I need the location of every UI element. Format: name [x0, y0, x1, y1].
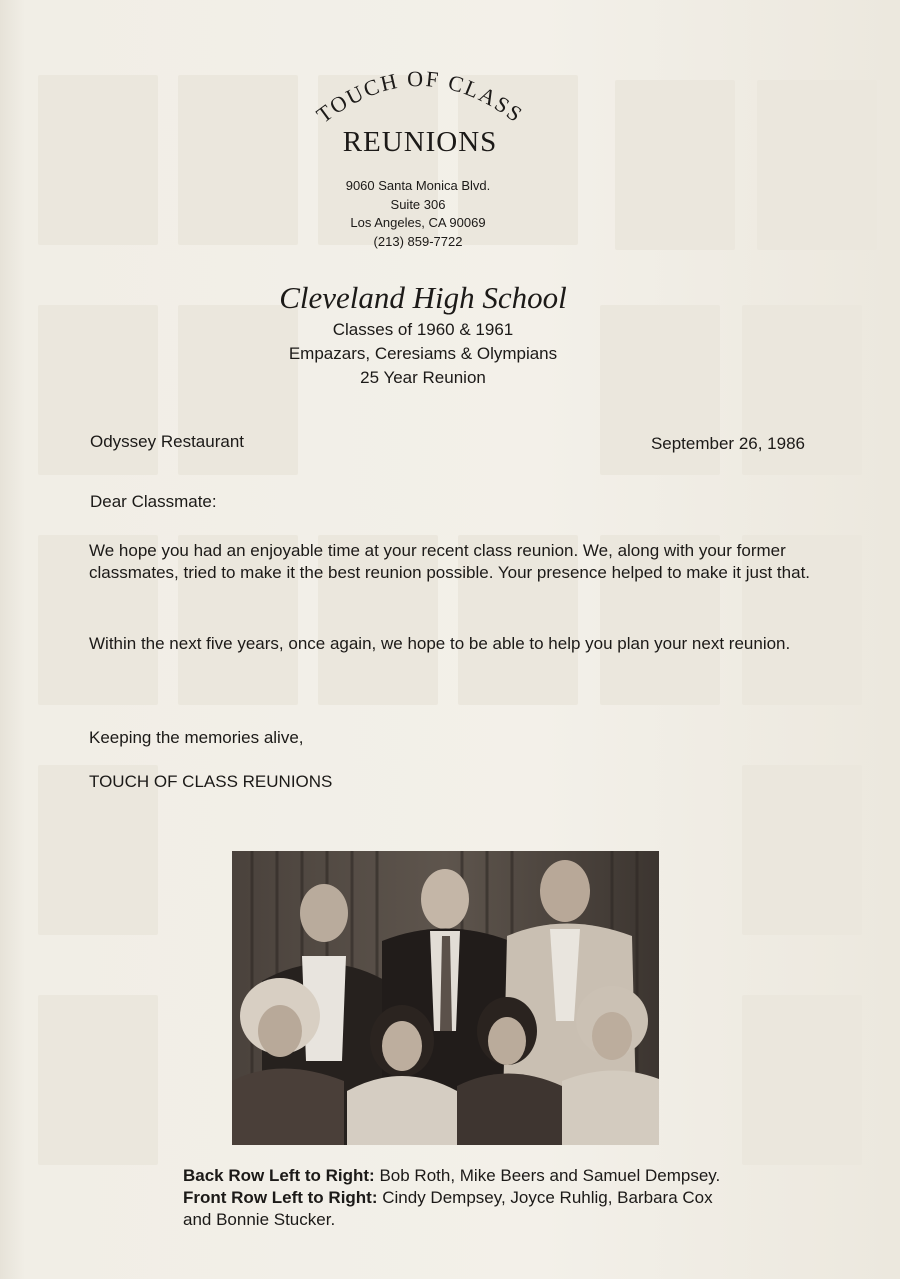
address-street: 9060 Santa Monica Blvd.: [345, 178, 491, 193]
letter-closing: Keeping the memories alive,: [89, 728, 304, 747]
svg-text:TOUCH OF CLASS: [312, 66, 529, 128]
letter-signature: TOUCH OF CLASS REUNIONS: [89, 772, 333, 791]
reunion-title: 25 Year Reunion: [360, 368, 486, 387]
school-name: Cleveland High School: [279, 280, 567, 315]
letter-paragraph-2: Within the next five years, once again, we hope to be able to help you plan your next reunion.: [89, 634, 791, 653]
caption-back-row-label: Back Row Left to Right:: [183, 1166, 375, 1185]
event-date: September 26, 1986: [650, 434, 805, 453]
caption-back-row-names: Bob Roth, Mike Beers and Samuel Dempsey.: [374, 1166, 721, 1185]
school-groups: Empazars, Ceresiams & Olympians: [288, 344, 558, 363]
address-city: Los Angeles, CA 90069: [350, 215, 486, 230]
caption-front-row-label: Front Row Left to Right:: [183, 1188, 378, 1207]
letter-paragraph-1: We hope you had an enjoyable time at your recent class reunion. We, along with your former classmates, tried to make it the best reunion possible. Your presence helped to make it just that.: [89, 541, 811, 582]
group-photo: [232, 851, 659, 1145]
group-photo-image: [232, 851, 659, 1145]
caption-front-row-names: Cindy Dempsey, Joyce Ruhlig, Barbara Cox and Bonnie Stucker.: [183, 1188, 713, 1229]
logo-main-text: REUNIONS: [342, 126, 498, 158]
school-classes: Classes of 1960 & 1961: [332, 320, 514, 339]
address-phone: (213) 859-7722: [373, 233, 463, 249]
logo-arc-label: TOUCH OF CLASS: [311, 65, 529, 128]
address-suite: Suite 306: [390, 196, 446, 212]
photo-caption: [183, 1165, 723, 1231]
letter-greeting: Dear Classmate:: [90, 492, 217, 511]
event-venue: Odyssey Restaurant: [90, 432, 245, 451]
